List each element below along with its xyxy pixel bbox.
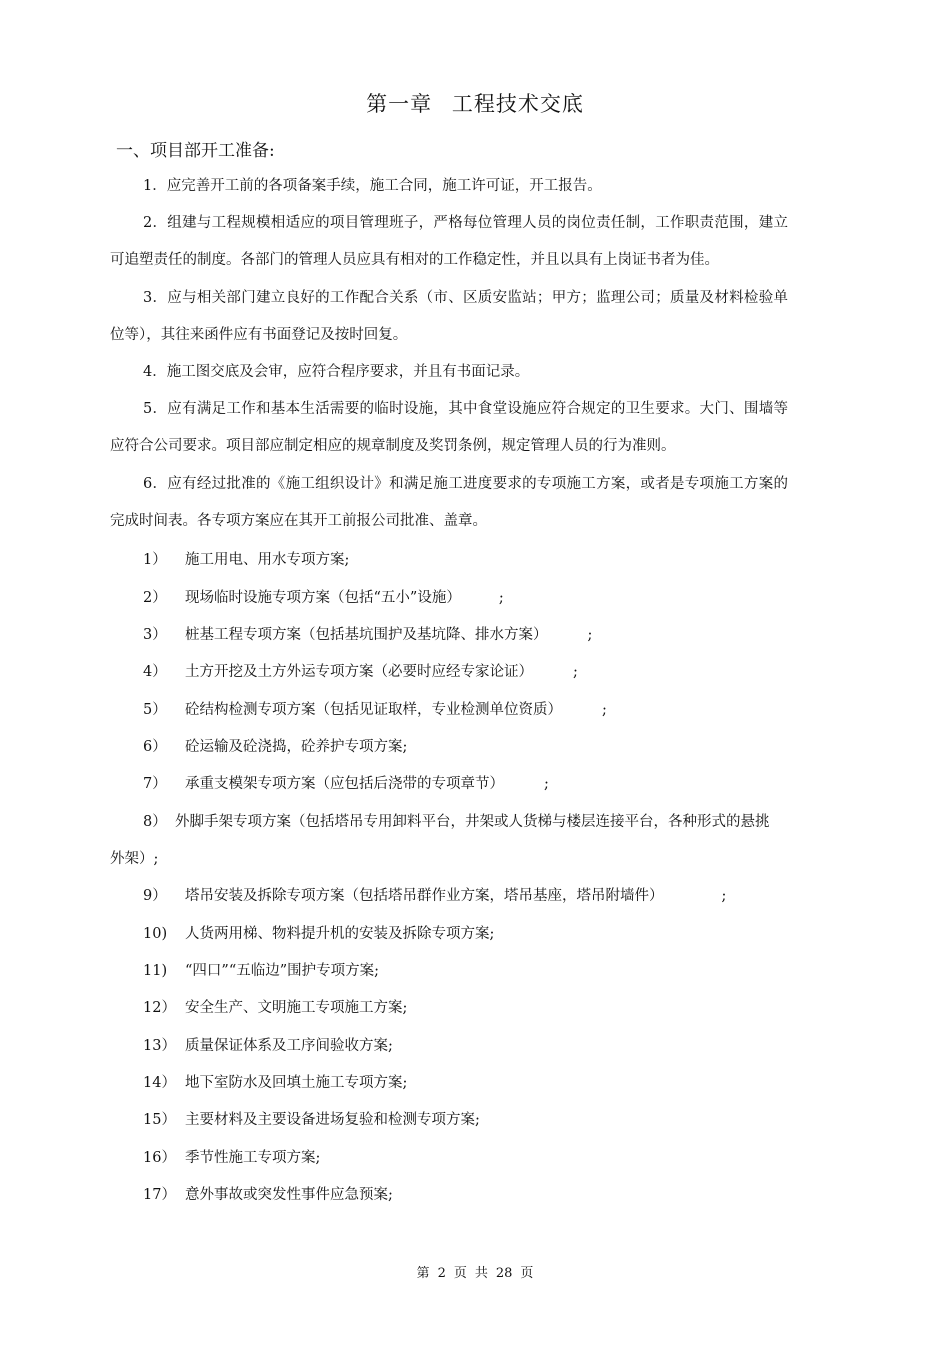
list-item bbox=[143, 735, 407, 756]
list-item-tail: ; bbox=[721, 888, 727, 904]
paragraph-3: 3．应与相关部门建立良好的工作配合关系（市、区质安监站；甲方；监理公司；质量及材料检验单位等），其往来函件应有书面登记及按时回复。 bbox=[110, 290, 788, 343]
list-item bbox=[143, 959, 379, 980]
list-item-number: 17） bbox=[143, 1187, 176, 1203]
list-item-number: 9） bbox=[143, 888, 167, 904]
list-item-text: 质量保证体系及工序间验收方案; bbox=[185, 1038, 393, 1054]
list-item-number: 6） bbox=[143, 739, 167, 755]
list-item-text: 桩基工程专项方案（包括基坑围护及基坑降、排水方案） bbox=[185, 627, 548, 643]
list-item bbox=[143, 772, 549, 793]
list-item-text: 砼结构检测专项方案（包括见证取样，专业检测单位资质） bbox=[185, 702, 562, 718]
list-item-number: 10) bbox=[143, 926, 168, 942]
list-item-number: 2） bbox=[143, 590, 167, 606]
list-item-text: 人货两用梯、物料提升机的安装及拆除专项方案; bbox=[185, 926, 495, 942]
list-item-text: 现场临时设施专项方案（包括“五小”设施） bbox=[185, 590, 461, 606]
list-item-number: 16） bbox=[143, 1150, 176, 1166]
list-item-number: 8） bbox=[143, 814, 167, 830]
list-item-text: 安全生产、文明施工专项施工方案; bbox=[185, 1000, 408, 1016]
list-item bbox=[143, 623, 592, 644]
list-item-text: 地下室防水及回填土施工专项方案; bbox=[185, 1075, 408, 1091]
list-item-tail: ; bbox=[602, 702, 607, 718]
footer-label-end: 页 bbox=[520, 1266, 534, 1281]
list-item-number: 11) bbox=[143, 963, 168, 979]
footer-label-total: 共 bbox=[474, 1266, 488, 1281]
list-item-text: 季节性施工专项方案; bbox=[185, 1150, 321, 1166]
list-item-tail: ; bbox=[587, 627, 593, 643]
list-item bbox=[143, 884, 726, 905]
list-item-number: 5） bbox=[143, 702, 167, 718]
chapter-number: 第一章 bbox=[366, 92, 433, 116]
list-item-tail: ; bbox=[544, 776, 549, 792]
list-item bbox=[143, 548, 349, 569]
list-item-number: 1） bbox=[143, 552, 167, 568]
list-item-number: 4） bbox=[143, 664, 167, 680]
list-item-text: “四口”“五临边”围护专项方案; bbox=[185, 963, 380, 979]
list-item bbox=[143, 1108, 480, 1129]
paragraph-1: 1．应完善开工前的各项备案手续，施工合同，施工许可证，开工报告。 bbox=[143, 178, 602, 194]
list-item bbox=[143, 1183, 393, 1204]
list-item bbox=[143, 660, 578, 681]
paragraph-2: 2．组建与工程规模相适应的项目管理班子，严格每位管理人员的岗位责任制，工作职责范围，建立可追塑责任的制度。各部门的管理人员应具有相对的工作稳定性，并且以具有上岗证书者为佳。 bbox=[110, 215, 788, 268]
footer-total-pages: 28 bbox=[495, 1266, 513, 1281]
list-item-text: 施工用电、用水专项方案; bbox=[185, 552, 350, 568]
list-item-number: 13） bbox=[143, 1038, 176, 1054]
list-item-text: 砼运输及砼浇捣，砼养护专项方案; bbox=[185, 739, 408, 755]
list-item-text: 主要材料及主要设备进场复验和检测专项方案; bbox=[185, 1112, 480, 1128]
list-item-number: 12） bbox=[143, 1000, 176, 1016]
list-item bbox=[143, 698, 607, 719]
list-item bbox=[143, 586, 504, 607]
list-item-number: 15） bbox=[143, 1112, 176, 1128]
list-item-number: 3） bbox=[143, 627, 167, 643]
paragraph-5: 5．应有满足工作和基本生活需要的临时设施，其中食堂设施应符合规定的卫生要求。大门、围墙等应符合公司要求。项目部应制定相应的规章制度及奖罚条例，规定管理人员的行为准则。 bbox=[110, 401, 788, 454]
paragraph-6: 6．应有经过批准的《施工组织设计》和满足施工进度要求的专项施工方案，或者是专项施工方案的完成时间表。各专项方案应在其开工前报公司批准、盖章。 bbox=[110, 476, 788, 529]
footer-current-page: 2 bbox=[437, 1266, 446, 1281]
section-heading: 一、项目部开工准备: bbox=[116, 141, 275, 161]
list-item-tail: ; bbox=[573, 664, 578, 680]
list-item-continuation: 外架）; bbox=[110, 851, 159, 867]
list-item-number: 7） bbox=[143, 776, 167, 792]
list-item bbox=[143, 1034, 393, 1055]
list-item-text: 塔吊安装及拆除专项方案（包括塔吊群作业方案，塔吊基座，塔吊附墙件） bbox=[185, 888, 664, 904]
page-footer bbox=[0, 1262, 950, 1281]
list-item-tail: ; bbox=[498, 590, 504, 606]
list-item-text: 承重支模架专项方案（应包括后浇带的专项章节） bbox=[185, 776, 504, 792]
list-item bbox=[143, 996, 407, 1017]
list-item-text: 意外事故或突发性事件应急预案; bbox=[185, 1187, 393, 1203]
chapter-title bbox=[0, 88, 950, 118]
list-item-number: 14） bbox=[143, 1075, 176, 1091]
list-item bbox=[143, 810, 770, 831]
list-item bbox=[143, 1071, 407, 1092]
chapter-name: 工程技术交底 bbox=[451, 92, 584, 116]
list-item bbox=[143, 1146, 320, 1167]
list-item bbox=[143, 922, 494, 943]
list-item-text: 外脚手架专项方案（包括塔吊专用卸料平台，井架或人货梯与楼层连接平台，各种形式的悬挑 bbox=[175, 814, 770, 830]
paragraph-4: 4．施工图交底及会审，应符合程序要求，并且有书面记录。 bbox=[143, 364, 530, 380]
footer-label-page: 第 bbox=[416, 1266, 430, 1281]
list-item-text: 土方开挖及土方外运专项方案（必要时应经专家论证） bbox=[185, 664, 533, 680]
footer-label-unit: 页 bbox=[453, 1266, 467, 1281]
